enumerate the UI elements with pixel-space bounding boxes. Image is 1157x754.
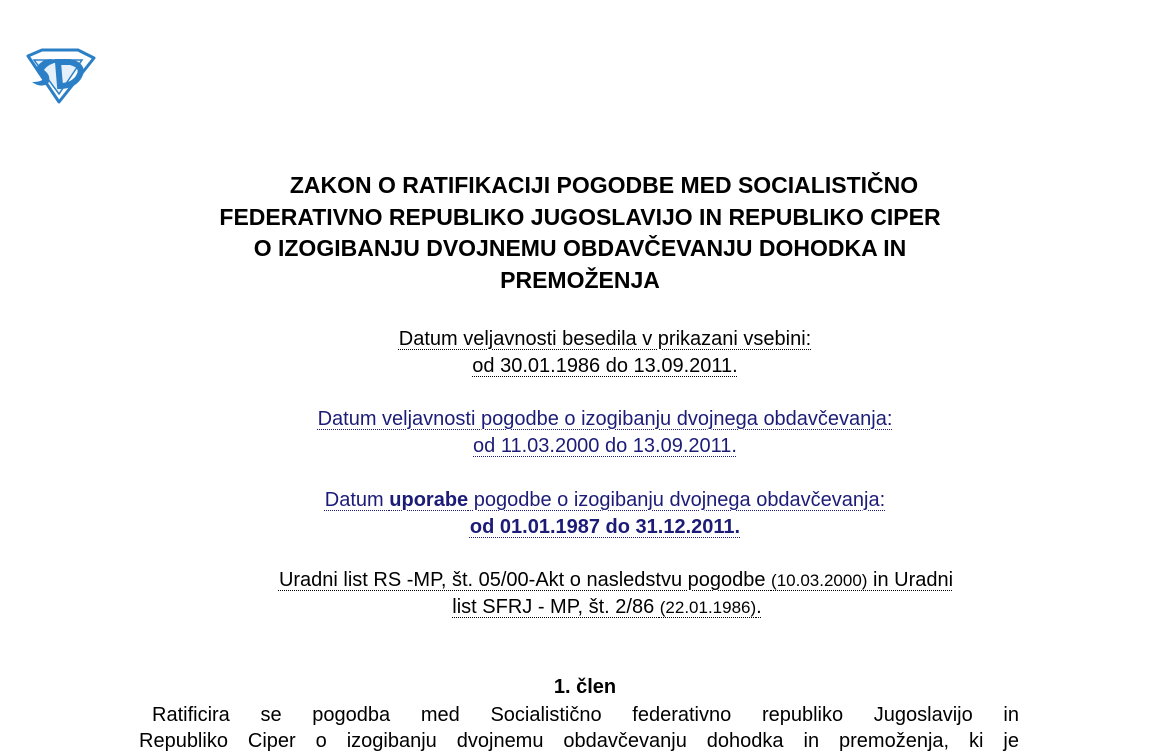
treaty-usage-label-pre: Datum	[324, 489, 390, 511]
treaty-validity-block	[130, 406, 1080, 460]
gazette-date-1: (10.03.2000)	[771, 571, 868, 590]
treaty-usage-block	[130, 487, 1080, 541]
treaty-validity-label[interactable]: Datum veljavnosti pogodbe o izogibanju dvojnega obdavčevanja:	[317, 408, 893, 430]
article-line-1: Ratificira se pogodba med Socialistično federativno republiko Jugoslavijo in	[152, 704, 1019, 726]
title-line-3: O IZOGIBANJU DVOJNEMU OBDAVČEVANJU DOHODKA IN	[253, 235, 907, 261]
sd-logo	[22, 48, 96, 104]
gazette-part-4: .	[756, 596, 762, 618]
sd-diamond-logo-icon	[22, 48, 96, 104]
gazette-part-1: Uradni list RS -MP, št. 05/00-Akt o nasledstvu pogodbe	[278, 569, 772, 591]
gazette-link-2[interactable]	[452, 596, 761, 618]
gazette-part-3: list SFRJ - MP, št. 2/86	[452, 596, 660, 618]
treaty-usage-label-post: pogodbe o izogibanju dvojnega obdavčevanja:	[468, 489, 886, 511]
title-line-2: FEDERATIVNO REPUBLIKO JUGOSLAVIJO IN REPUBLIKO CIPER	[219, 203, 941, 230]
text-validity-label[interactable]: Datum veljavnosti besedila v prikazani vsebini:	[398, 328, 812, 350]
title-line-1: ZAKON O RATIFIKACIJI POGODBE MED SOCIALISTIČNO	[289, 172, 919, 198]
gazette-link-1[interactable]	[279, 569, 953, 591]
treaty-usage-label-bold: uporabe	[389, 489, 469, 511]
text-validity-block	[130, 326, 1080, 380]
article-line-2: Republiko Ciper o izogibanju dvojnemu obdavčevanju dohodka in premoženja, ki je	[139, 730, 1019, 752]
text-validity-range[interactable]: od 30.01.1986 do 13.09.2011.	[472, 355, 738, 377]
article-paragraph	[139, 702, 1019, 754]
document-title	[130, 170, 1030, 296]
title-line-4: PREMOŽENJA	[500, 266, 660, 293]
gazette-date-2: (22.01.1986)	[659, 598, 757, 617]
gazette-block	[130, 567, 1080, 621]
treaty-usage-range[interactable]: od 01.01.1987 do 31.12.2011.	[469, 516, 741, 538]
article-heading: 1. člen	[553, 676, 617, 698]
treaty-usage-label[interactable]	[325, 489, 885, 511]
treaty-validity-range[interactable]: od 11.03.2000 do 13.09.2011.	[473, 435, 737, 457]
gazette-part-2: in Uradni	[867, 569, 954, 591]
